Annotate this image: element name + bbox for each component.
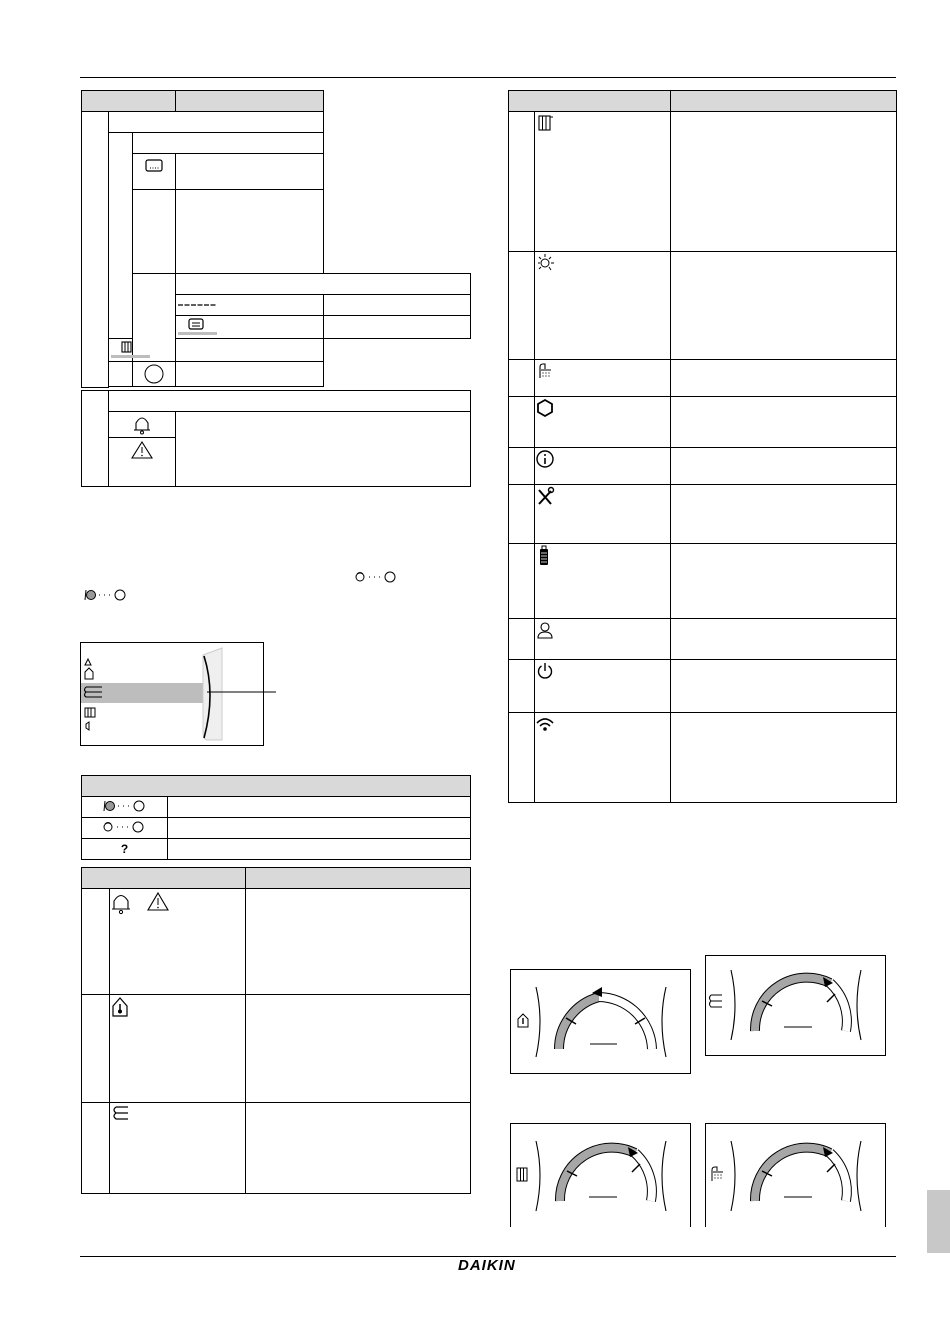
heat-cool-mode-icon xyxy=(535,252,671,276)
dial-icon xyxy=(82,587,130,603)
info-icon xyxy=(535,448,671,472)
touch-icon xyxy=(353,569,401,585)
dial-screen-room xyxy=(510,969,692,1075)
dial-screen-shower xyxy=(705,1123,887,1227)
dashed-line-icon xyxy=(176,295,219,315)
dial-screen-radiator xyxy=(510,1123,692,1227)
user-profile-icon xyxy=(535,619,671,643)
touch-icon xyxy=(101,819,149,835)
bell-and-warning-icons xyxy=(110,889,246,917)
wifi-icon xyxy=(535,713,671,737)
bell-icon xyxy=(109,412,176,437)
table-header xyxy=(82,868,471,889)
shower-icon xyxy=(535,360,671,384)
top-rule xyxy=(80,77,896,78)
house-thermometer-icon xyxy=(110,995,246,1019)
tank-icon xyxy=(535,397,671,421)
radiator-icon xyxy=(535,112,671,136)
table-header xyxy=(509,91,897,112)
menu-screen-illustration xyxy=(80,642,280,747)
power-icon xyxy=(535,660,671,684)
table-header xyxy=(82,776,471,797)
page-thumb-tab xyxy=(927,1190,950,1253)
help-table xyxy=(81,775,471,860)
brand-logo: DAIKIN xyxy=(458,1257,516,1274)
tools-icon xyxy=(535,485,671,509)
dial-screen-floor xyxy=(705,955,887,1057)
selected-menu-row xyxy=(81,683,205,703)
dial-icon xyxy=(101,798,149,814)
remote-control-icon xyxy=(133,154,176,184)
left-icon-table xyxy=(81,90,471,388)
right-icon-table xyxy=(508,90,897,803)
table-header xyxy=(82,91,471,112)
radiator-icon xyxy=(109,339,152,361)
warning-triangle-icon xyxy=(109,438,176,468)
question-mark: ? xyxy=(82,839,168,860)
left-alarm-table xyxy=(81,390,471,487)
round-button-icon xyxy=(133,362,176,386)
underfloor-heating-icon xyxy=(110,1103,246,1125)
menu-list-icon xyxy=(176,316,219,338)
installer-settings-icon xyxy=(535,544,671,568)
left-status-table xyxy=(81,867,471,1194)
